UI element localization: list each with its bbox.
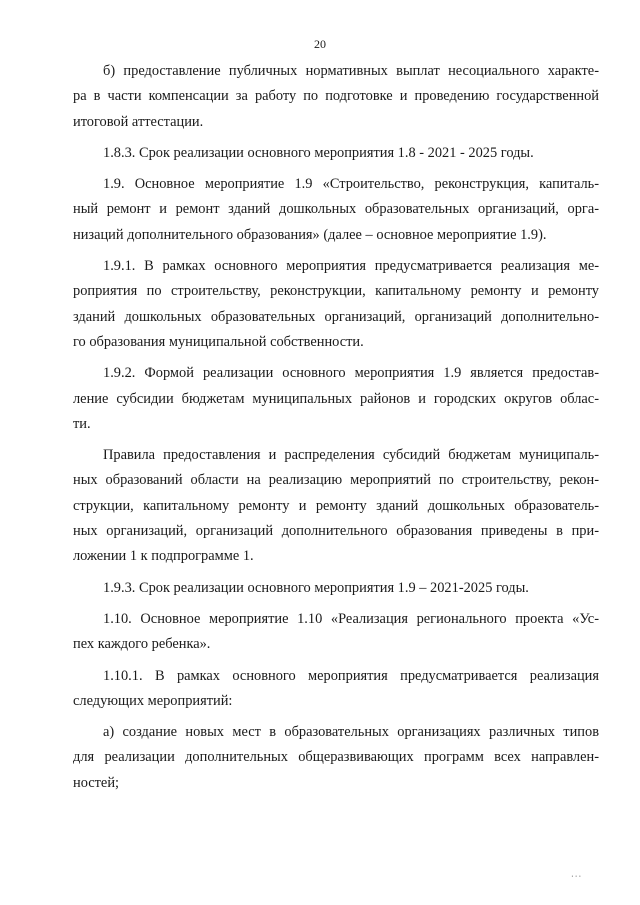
paragraph-line: зданий дошкольных образовательных организаций, организаций дополнительно- xyxy=(73,308,599,325)
paragraph-line: ти. xyxy=(73,415,91,432)
paragraph-line: 1.9. Основное мероприятие 1.9 «Строительство, реконструкция, капиталь- xyxy=(103,176,599,193)
paragraph-line: ных образований области на реализацию мероприятий по строительству, рекон- xyxy=(73,472,599,489)
paragraph-line: роприятия по строительству, реконструкции, капитальному ремонту и ремонту xyxy=(73,283,599,300)
paragraph xyxy=(73,361,599,437)
paragraph-line: 1.10.1. В рамках основного мероприятия предусматривается реализация xyxy=(103,667,599,684)
paragraph-line: 1.9.1. В рамках основного мероприятия предусматривается реализация ме- xyxy=(103,258,599,275)
paragraph-line: струкции, капитальному ремонту и ремонту зданий дошкольных образователь- xyxy=(73,497,599,514)
paragraph xyxy=(73,664,599,715)
paragraph-line: б) предоставление публичных нормативных выплат несоциального характе- xyxy=(103,63,599,79)
paragraph xyxy=(73,59,599,135)
paragraph-line: ный ремонт и ремонт зданий дошкольных образовательных организаций, орга- xyxy=(73,201,599,218)
paragraph-line: Правила предоставления и распределения субсидий бюджетам муниципаль- xyxy=(103,447,599,464)
corner-scan-mark: ⋅⋅⋅ xyxy=(571,872,583,881)
paragraph xyxy=(73,141,599,166)
paragraph xyxy=(73,172,599,248)
paragraph-line: а) создание новых мест в образовательных организациях различных типов xyxy=(103,724,599,741)
paragraph-line: 1.9.2. Формой реализации основного мероприятия 1.9 является предостав- xyxy=(103,365,599,382)
paragraph-line: ложении 1 к подпрограмме 1. xyxy=(73,548,254,565)
paragraph-line: итоговой аттестации. xyxy=(73,113,204,130)
paragraph-line: 1.8.3. Срок реализации основного мероприятия 1.8 - 2021 - 2025 годы. xyxy=(103,144,534,161)
paragraph xyxy=(73,576,599,601)
page-number: 20 xyxy=(314,37,326,51)
paragraph-line: ление субсидии бюджетам муниципальных районов и городских округов облас- xyxy=(73,390,599,407)
paragraph-line: 1.9.3. Срок реализации основного мероприятия 1.9 – 2021-2025 годы. xyxy=(103,579,529,596)
paragraph-line: го образования муниципальной собственности. xyxy=(73,333,364,350)
paragraph-line: ностей; xyxy=(73,774,120,791)
paragraph-line: для реализации дополнительных общеразвивающих программ всех направлен- xyxy=(73,749,599,766)
paragraph xyxy=(73,607,599,658)
paragraph-line: ра в части компенсации за работу по подготовке и проведению государственной xyxy=(73,88,599,105)
paragraph-line: следующих мероприятий: xyxy=(73,692,233,709)
paragraph xyxy=(73,443,599,569)
body-text xyxy=(73,59,599,796)
paragraph-line: низаций дополнительного образования» (далее – основное мероприятие 1.9). xyxy=(73,226,547,243)
paragraph-line: пех каждого ребенка». xyxy=(73,636,211,653)
paragraph xyxy=(73,254,599,355)
paragraph-line: ных организаций, организаций дополнительного образования приведены в при- xyxy=(73,523,599,540)
paragraph xyxy=(73,720,599,796)
paragraph-line: 1.10. Основное мероприятие 1.10 «Реализация регионального проекта «Ус- xyxy=(103,610,599,627)
